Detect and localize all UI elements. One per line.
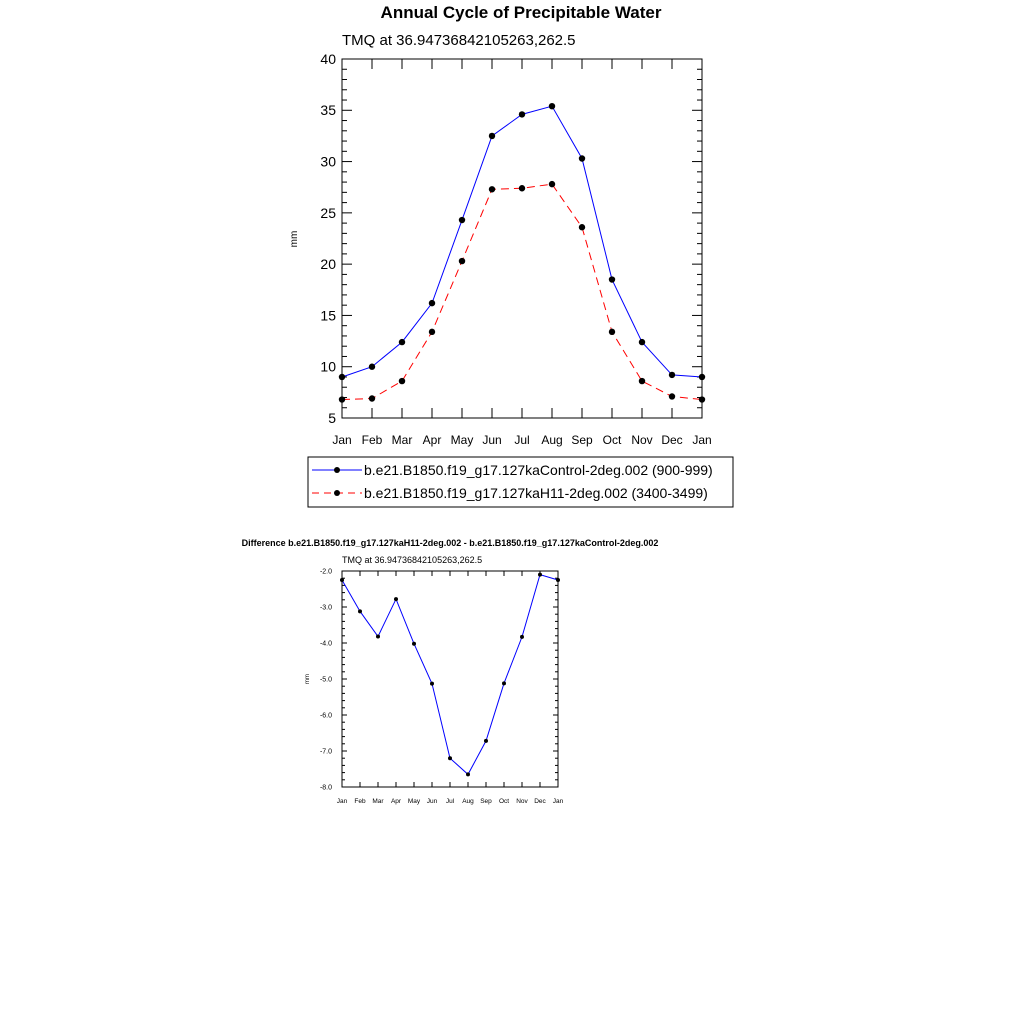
x-tick-label: Mar	[372, 798, 384, 805]
data-point	[489, 186, 495, 192]
data-point	[502, 681, 506, 685]
x-tick-label: Jun	[426, 798, 438, 805]
legend-marker-h11	[334, 490, 340, 496]
x-tick-label: Jan	[552, 798, 564, 805]
x-tick-label: Dec	[534, 798, 546, 805]
series-line-1	[342, 184, 702, 399]
y-tick-label: 25	[320, 204, 336, 221]
legend-marker-control	[334, 467, 340, 473]
y-tick-label: 40	[320, 50, 336, 67]
y-tick-label: -7.0	[319, 748, 332, 756]
x-tick-label: Feb	[361, 433, 383, 447]
data-point	[484, 739, 488, 743]
data-point	[459, 217, 465, 223]
x-tick-label: Feb	[354, 798, 366, 805]
series-line-0	[342, 575, 558, 775]
x-tick-label: Mar	[391, 433, 413, 447]
x-tick-label: Nov	[631, 433, 653, 447]
data-point	[412, 642, 416, 646]
y-tick-label: -3.0	[319, 604, 332, 612]
data-point	[459, 258, 465, 264]
data-point	[399, 339, 405, 345]
data-point	[339, 374, 345, 380]
y-tick-label: 15	[320, 307, 336, 324]
chart2-title: Difference b.e21.B1850.f19_g17.127kaH11-2deg.002 - b.e21.B1850.f19_g17.127kaControl-2deg.002	[241, 538, 659, 548]
data-point	[669, 393, 675, 399]
x-tick-label: Sep	[571, 433, 593, 447]
chart2-plot-frame	[342, 571, 558, 787]
data-point	[520, 635, 524, 639]
x-tick-label: Jan	[332, 433, 352, 447]
data-point	[519, 111, 525, 117]
data-point	[699, 374, 705, 380]
data-point	[369, 364, 375, 370]
chart2-ylabel: mm	[305, 674, 311, 684]
y-tick-label: 30	[320, 153, 336, 170]
x-tick-label: Oct	[602, 433, 622, 447]
x-tick-label: May	[407, 798, 421, 805]
y-tick-label: 20	[320, 256, 336, 273]
data-point	[639, 378, 645, 384]
data-point	[489, 133, 495, 139]
data-point	[549, 103, 555, 109]
chart1-legend	[308, 457, 733, 507]
legend-label-h11: b.e21.B1850.f19_g17.127kaH11-2deg.002 (3400-3499)	[364, 485, 708, 501]
y-tick-label: 10	[320, 358, 336, 375]
chart1-title: Annual Cycle of Precipitable Water	[380, 3, 662, 22]
x-tick-label: Jul	[514, 433, 530, 447]
y-tick-label: -6.0	[319, 712, 332, 720]
data-point	[556, 578, 560, 582]
y-tick-label: -5.0	[319, 676, 332, 684]
data-point	[376, 635, 380, 639]
data-point	[699, 396, 705, 402]
x-tick-label: Aug	[462, 798, 474, 805]
y-tick-label: -4.0	[319, 640, 332, 648]
x-tick-label: Aug	[541, 433, 563, 447]
y-tick-label: 5	[328, 409, 336, 426]
x-tick-label: Nov	[516, 798, 528, 805]
data-point	[429, 329, 435, 335]
x-tick-label: Oct	[498, 798, 510, 805]
data-point	[340, 578, 344, 582]
x-tick-label: Apr	[422, 433, 442, 447]
data-point	[358, 609, 362, 613]
data-point	[339, 396, 345, 402]
chart2-tick-labels	[320, 568, 564, 805]
x-tick-label: Jan	[336, 798, 348, 805]
data-point	[639, 339, 645, 345]
data-point	[448, 756, 452, 760]
data-point	[429, 300, 435, 306]
data-point	[538, 573, 542, 577]
data-point	[369, 395, 375, 401]
data-point	[394, 597, 398, 601]
x-tick-label: Dec	[661, 433, 683, 447]
y-tick-label: -2.0	[319, 568, 332, 576]
chart1-series	[339, 103, 705, 403]
series-line-0	[342, 106, 702, 377]
data-point	[609, 276, 615, 282]
x-tick-label: Apr	[390, 798, 402, 805]
chart2-ticks	[342, 571, 558, 787]
x-tick-label: Jan	[692, 433, 712, 447]
data-point	[466, 772, 470, 776]
chart2-series	[340, 573, 560, 777]
y-tick-label: 35	[320, 102, 336, 119]
x-tick-label: Jul	[445, 798, 455, 805]
data-point	[579, 224, 585, 230]
chart1-tick-labels	[320, 51, 711, 447]
x-tick-label: Sep	[480, 798, 492, 805]
chart1-ylabel: mm	[289, 230, 300, 248]
legend-label-control: b.e21.B1850.f19_g17.127kaControl-2deg.002 (900-999)	[364, 462, 713, 478]
data-point	[579, 155, 585, 161]
data-point	[549, 181, 555, 187]
x-tick-label: Jun	[482, 433, 502, 447]
chart1-subtitle: TMQ at 36.94736842105263,262.5	[342, 32, 576, 49]
y-tick-label: -8.0	[319, 784, 332, 792]
data-point	[430, 682, 434, 686]
difference-chart	[242, 538, 659, 805]
x-tick-label: May	[450, 433, 474, 447]
data-point	[609, 329, 615, 335]
chart2-subtitle: TMQ at 36.94736842105263,262.5	[342, 555, 483, 565]
data-point	[399, 378, 405, 384]
data-point	[519, 185, 525, 191]
data-point	[669, 372, 675, 378]
annual-cycle-chart	[289, 3, 733, 507]
